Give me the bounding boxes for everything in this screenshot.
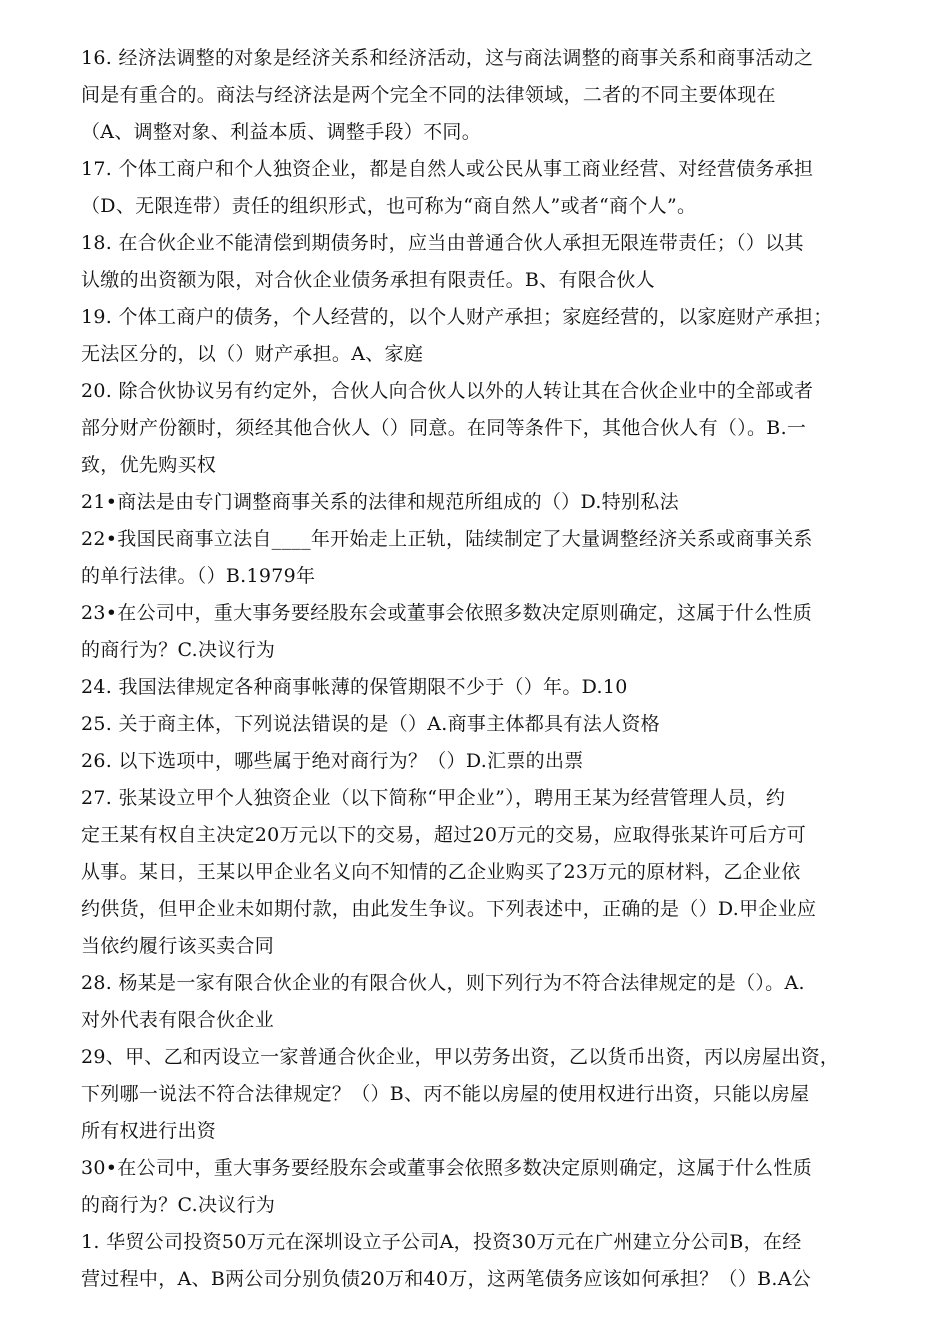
text-line: 定王某有权自主决定20万元以下的交易，超过20万元的交易，应取得张某许可后方可 — [81, 824, 807, 846]
text-line: 1. 华贸公司投资50万元在深圳设立子公司A，投资30万元在广州建立分公司B，在经 — [81, 1231, 802, 1253]
text-line: 16. 经济法调整的对象是经济关系和经济活动，这与商法调整的商事关系和商事活动之 — [81, 47, 814, 69]
text-line: 的商行为？C.决议行为 — [81, 639, 276, 661]
text-line: 部分财产份额时，须经其他合伙人（）同意。在同等条件下，其他合伙人有（）。B.一 — [81, 417, 807, 439]
text-line: 24. 我国法律规定各种商事帐薄的保管期限不少于（）年。D.10 — [81, 676, 628, 698]
text-line: 19. 个体工商户的债务，个人经营的，以个人财产承担；家庭经营的，以家庭财产承担； — [81, 306, 833, 328]
text-line: 30•在公司中，重大事务要经股东会或董事会依照多数决定原则确定，这属于什么性质 — [81, 1157, 813, 1179]
text-line: 当依约履行该买卖合同 — [81, 935, 275, 957]
text-line: 认缴的出资额为限，对合伙企业债务承担有限责任。B、有限合伙人 — [81, 269, 655, 291]
text-line: 17. 个体工商户和个人独资企业，都是自然人或公民从事工商业经营、对经营债务承担 — [81, 158, 814, 180]
text-line: 23•在公司中，重大事务要经股东会或董事会依照多数决定原则确定，这属于什么性质 — [81, 602, 813, 624]
text-line: 所有权进行出资 — [81, 1120, 217, 1142]
text-line: （D、无限连带）责任的组织形式，也可称为“商自然人”或者“商个人”。 — [81, 195, 697, 217]
text-line: （A、调整对象、利益本质、调整手段）不同。 — [81, 121, 482, 143]
document-body — [81, 40, 881, 1298]
text-line: 22•我国民商事立法自____年开始走上正轨，陆续制定了大量调整经济关系或商事关系 — [81, 528, 813, 550]
text-line: 的单行法律。（）B.1979年 — [81, 565, 316, 587]
text-line: 29、甲、乙和丙设立一家普通合伙企业，甲以劳务出资，乙以货币出资，丙以房屋出资， — [81, 1046, 840, 1068]
text-line: 营过程中，A、B两公司分别负债20万和40万，这两笔债务应该如何承担？（）B.A公 — [81, 1268, 812, 1290]
text-line: 18. 在合伙企业不能清偿到期债务时，应当由普通合伙人承担无限连带责任；（）以其 — [81, 232, 804, 254]
text-line: 25. 关于商主体，下列说法错误的是（）A.商事主体都具有法人资格 — [81, 713, 660, 735]
text-line: 27. 张某设立甲个人独资企业（以下简称“甲企业”），聘用王某为经营管理人员，约 — [81, 787, 786, 809]
text-line: 的商行为？C.决议行为 — [81, 1194, 276, 1216]
text-line: 21•商法是由专门调整商事关系的法律和规范所组成的（）D.特别私法 — [81, 491, 679, 513]
text-line: 间是有重合的。商法与经济法是两个完全不同的法律领域，二者的不同主要体现在 — [81, 84, 776, 106]
text-line: 无法区分的，以（）财产承担。A、家庭 — [81, 343, 424, 365]
text-line: 从事。某日，王某以甲企业名义向不知情的乙企业购买了23万元的原材料，乙企业依 — [81, 861, 801, 883]
text-line: 20. 除合伙协议另有约定外，合伙人向合伙人以外的人转让其在合伙企业中的全部或者 — [81, 380, 814, 402]
text-line: 28. 杨某是一家有限合伙企业的有限合伙人，则下列行为不符合法律规定的是（）。A. — [81, 972, 805, 994]
text-line: 约供货，但甲企业未如期付款，由此发生争议。下列表述中，正确的是（）D.甲企业应 — [81, 898, 817, 920]
text-line: 对外代表有限合伙企业 — [81, 1009, 275, 1031]
text-line: 下列哪一说法不符合法律规定？（）B、丙不能以房屋的使用权进行出资，只能以房屋 — [81, 1083, 810, 1105]
text-line: 26. 以下选项中，哪些属于绝对商行为？（）D.汇票的出票 — [81, 750, 584, 772]
text-line: 致，优先购买权 — [81, 454, 217, 476]
